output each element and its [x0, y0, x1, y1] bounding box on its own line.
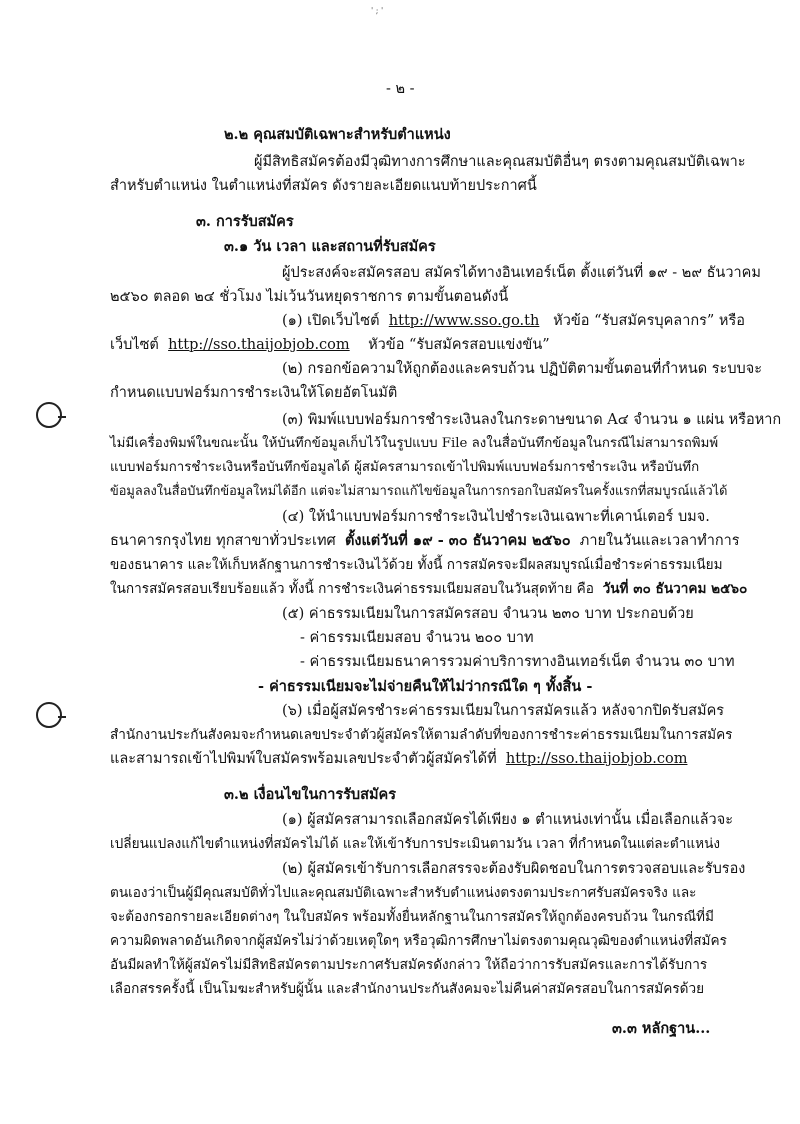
- fee-note: - ค่าธรรมเนียมจะไม่จ่ายคืนให้ไม่ว่ากรณีใด ๆ ทั้งสิ้น -: [258, 678, 593, 695]
- page-number: - ๒ -: [386, 81, 415, 97]
- punch-hole-mark: [36, 702, 62, 728]
- payment-deadline: วันที่ ๓๐ ธันวาคม ๒๕๖๐: [602, 581, 748, 597]
- list-item-2-cont: กำหนดแบบฟอร์มการชำระเงินให้โดยอัตโนมัติ: [110, 385, 398, 401]
- condition-2-cont: ความผิดพลาดอันเกิดจากผู้สมัครไม่ว่าด้วยเหตุใดๆ หรือวุฒิการศึกษาไม่ตรงตามคุณวุฒิของตำแหน่งที่สมัคร: [110, 933, 727, 949]
- sso-website-link[interactable]: http://www.sso.go.th: [388, 313, 540, 329]
- list-item-6: (๖) เมื่อผู้สมัครชำระค่าธรรมเนียมในการสมัครแล้ว หลังจากปิดรับสมัคร: [282, 703, 725, 719]
- list-item-5: (๕) ค่าธรรมเนียมในการสมัครสอบ จำนวน ๒๓๐ บาท ประกอบด้วย: [282, 606, 694, 622]
- scan-mark: ' ; ': [371, 6, 384, 15]
- list-item-1: [282, 312, 745, 330]
- fee-item: - ค่าธรรมเนียมสอบ จำนวน ๒๐๐ บาท: [300, 630, 534, 646]
- payment-period: ตั้งแต่วันที่ ๑๙ - ๓๐ ธันวาคม ๒๕๖๐: [344, 532, 571, 549]
- list-item-3: (๓) พิมพ์แบบฟอร์มการชำระเงินลงในกระดาษขนาด A๔ จำนวน ๑ แผ่น หรือหาก: [282, 412, 782, 428]
- list-item-6-cont: สำนักงานประกันสังคมจะกำหนดเลขประจำตัวผู้สมัครให้ตามลำดับที่ของการชำระค่าธรรมเนียมในการสมัคร: [110, 727, 733, 743]
- list-item-4-cont: [110, 532, 740, 550]
- list-item-2: (๒) กรอกข้อความให้ถูกต้องและครบถ้วน ปฏิบัติตามขั้นตอนที่กำหนด ระบบจะ: [282, 361, 763, 377]
- list-item-text: เว็บไซต์: [110, 337, 159, 353]
- condition-2-cont: อันมีผลทำให้ผู้สมัครไม่มีสิทธิสมัครตามประกาศรับสมัครดังกล่าว ให้ถือว่าการรับสมัครและการได้รับการ: [110, 957, 708, 973]
- list-item-4: (๔) ให้นำแบบฟอร์มการชำระเงินไปชำระเงินเฉพาะที่เคาน์เตอร์ บมจ.: [282, 509, 710, 525]
- list-item-text: ในการสมัครสอบเรียบร้อยแล้ว ทั้งนี้ การชำระเงินค่าธรรมเนียมสอบในวันสุดท้าย คือ: [110, 581, 594, 597]
- condition-1-cont: เปลี่ยนแปลงแก้ไขตำแหน่งที่สมัครไม่ได้ และให้เข้ารับการประเมินตามวัน เวลา ที่กำหนดในแต่ละตำแหน่ง: [110, 836, 721, 852]
- punch-hole-mark: [36, 402, 62, 428]
- list-item-3-cont: ไม่มีเครื่องพิมพ์ในขณะนั้น ให้บันทึกข้อมูลเก็บไว้ในรูปแบบ File ลงในสื่อบันทึกข้อมูลในกรณีไม่สามารถพิมพ์: [110, 436, 719, 451]
- list-item-text: ธนาคารกรุงไทย ทุกสาขาทั่วประเทศ: [110, 533, 336, 549]
- section-3-2-heading: ๓.๒ เงื่อนไขในการรับสมัคร: [224, 786, 397, 803]
- list-item-text: หัวข้อ “รับสมัครสอบแข่งขัน”: [368, 337, 550, 353]
- paragraph-line: ผู้ประสงค์จะสมัครสอบ สมัครได้ทางอินเทอร์เน็ต ตั้งแต่วันที่ ๑๙ - ๒๙ ธันวาคม: [282, 265, 761, 281]
- paragraph-line: ๒๕๖๐ ตลอด ๒๔ ชั่วโมง ไม่เว้นวันหยุดราชการ ตามขั้นตอนดังนี้: [110, 289, 509, 305]
- section-3-1-heading: ๓.๑ วัน เวลา และสถานที่รับสมัคร: [224, 238, 436, 255]
- fee-item: - ค่าธรรมเนียมธนาคารรวมค่าบริการทางอินเทอร์เน็ต จำนวน ๓๐ บาท: [300, 654, 735, 670]
- thaijobjob-link[interactable]: http://sso.thaijobjob.com: [168, 337, 350, 353]
- list-item-6-cont: [110, 750, 687, 768]
- list-item-3-cont: ข้อมูลลงในสื่อบันทึกข้อมูลใหม่ได้อีก แต่จะไม่สามารถแก้ไขข้อมูลในการกรอกใบสมัครในครั้งแรกที่สมบูรณ์แล้วได้: [110, 484, 728, 499]
- list-item-1-cont: [110, 336, 550, 354]
- condition-2-cont: เลือกสรรครั้งนี้ เป็นโมฆะสำหรับผู้นั้น และสำนักงานประกันสังคมจะไม่คืนค่าสมัครสอบในการสมัครด้วย: [110, 981, 705, 997]
- list-item-4-cont: [110, 580, 747, 598]
- paragraph-line: สำหรับตำแหน่ง ในตำแหน่งที่สมัคร ดังรายละเอียดแนบท้ายประกาศนี้: [110, 178, 537, 194]
- list-item-3-cont: แบบฟอร์มการชำระเงินหรือบันทึกข้อมูลได้ ผู้สมัครสามารถเข้าไปพิมพ์แบบฟอร์มการชำระเงิน หรือบันทึก: [110, 460, 700, 475]
- list-item-text: และสามารถเข้าไปพิมพ์ใบสมัครพร้อมเลขประจำตัวผู้สมัครได้ที่: [110, 751, 497, 767]
- thaijobjob-link[interactable]: http://sso.thaijobjob.com: [505, 751, 688, 767]
- continuation-note: ๓.๓ หลักฐาน...: [612, 1020, 711, 1037]
- list-item-text: (๑) เปิดเว็บไซต์: [282, 313, 380, 329]
- list-item-text: ภายในวันและเวลาทำการ: [579, 533, 740, 549]
- condition-2-cont: ตนเองว่าเป็นผู้มีคุณสมบัติทั่วไปและคุณสมบัติเฉพาะสำหรับตำแหน่งตรงตามประกาศรับสมัครจริง และ: [110, 885, 697, 901]
- list-item-text: หัวข้อ “รับสมัครบุคลากร” หรือ: [553, 313, 745, 329]
- condition-1: (๑) ผู้สมัครสามารถเลือกสมัครได้เพียง ๑ ตำแหน่งเท่านั้น เมื่อเลือกแล้วจะ: [282, 812, 733, 828]
- paragraph-line: ผู้มีสิทธิสมัครต้องมีวุฒิทางการศึกษาและคุณสมบัติอื่นๆ ตรงตามคุณสมบัติเฉพาะ: [254, 154, 746, 170]
- condition-2-cont: จะต้องกรอกรายละเอียดต่างๆ ในใบสมัคร พร้อมทั้งยื่นหลักฐานในการสมัครให้ถูกต้องครบถ้วน ในกรณีที่มี: [110, 909, 714, 925]
- list-item-4-cont: ของธนาคาร และให้เก็บหลักฐานการชำระเงินไว้ด้วย ทั้งนี้ การสมัครจะมีผลสมบูรณ์เมื่อชำระค่าธรรมเนียม: [110, 557, 723, 573]
- condition-2: (๒) ผู้สมัครเข้ารับการเลือกสรรจะต้องรับผิดชอบในการตรวจสอบและรับรอง: [282, 861, 746, 877]
- section-3-heading: ๓. การรับสมัคร: [196, 213, 294, 230]
- section-2-2-heading: ๒.๒ คุณสมบัติเฉพาะสำหรับตำแหน่ง: [224, 126, 451, 143]
